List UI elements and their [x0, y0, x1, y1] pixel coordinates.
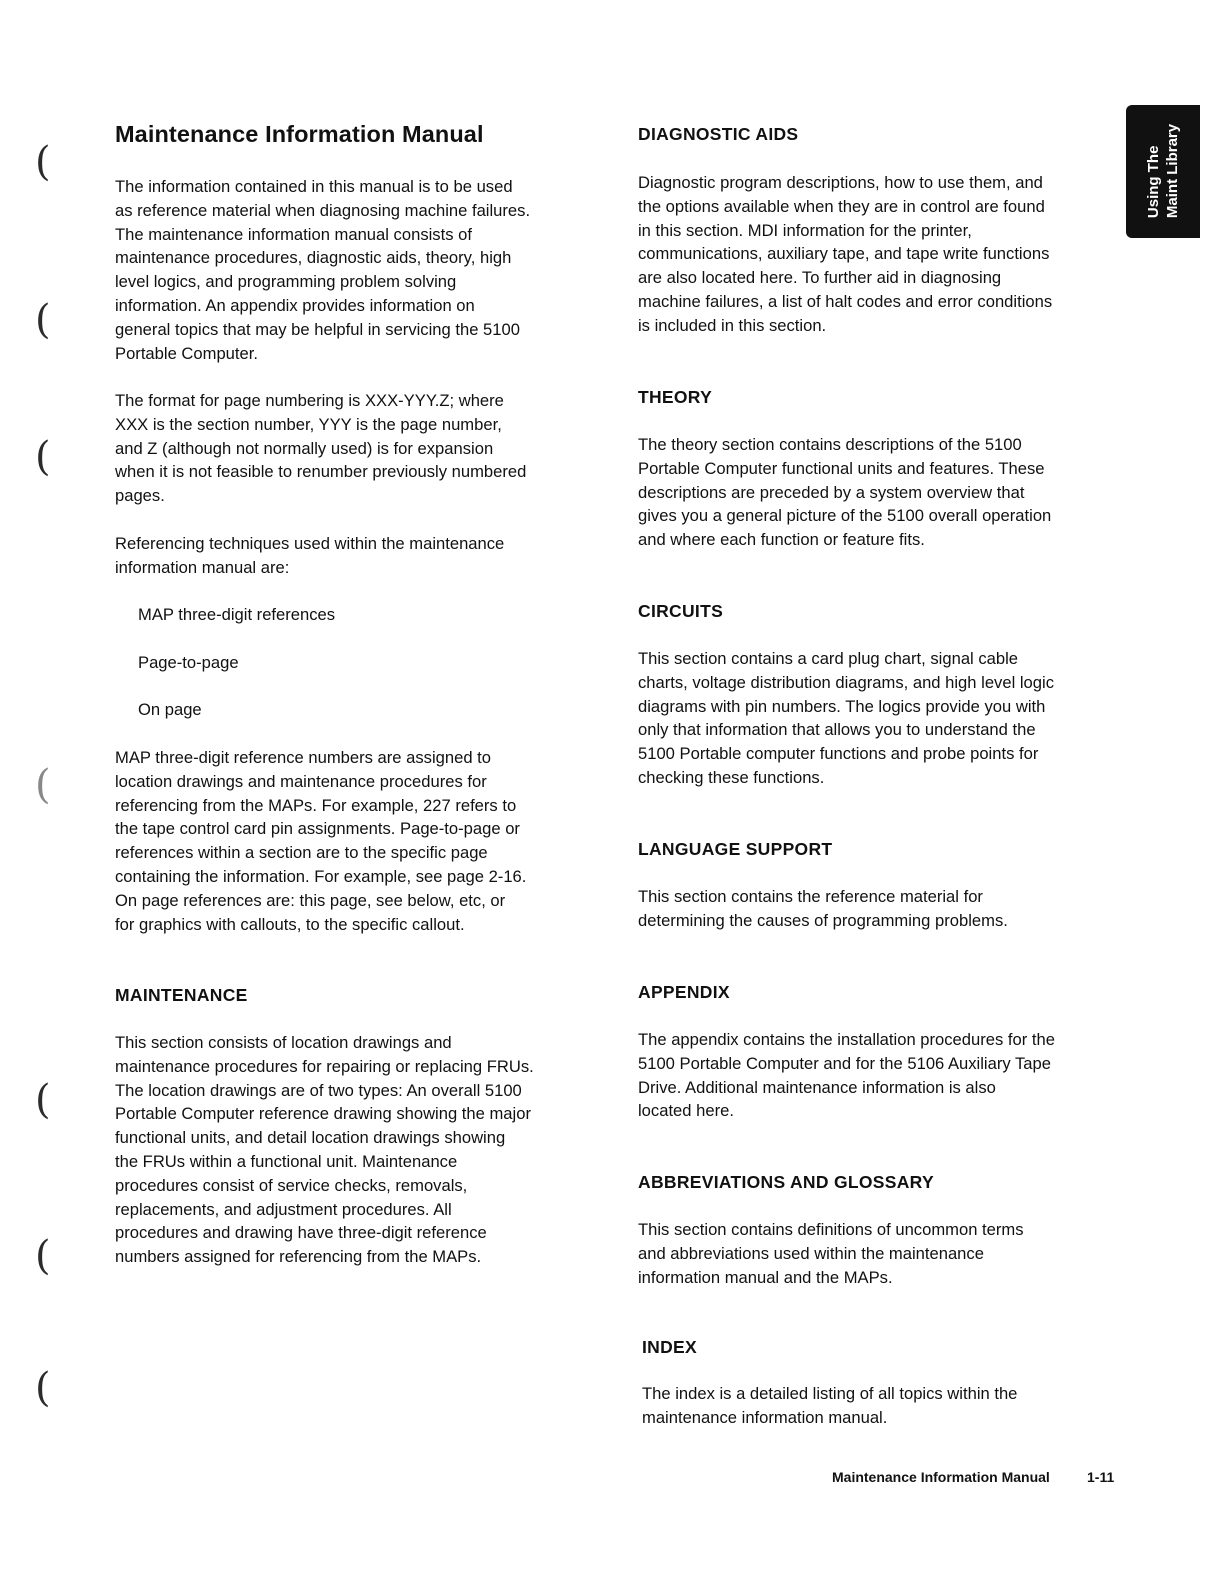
appendix-paragraph: The appendix contains the installation procedures for the 5100 Portable Computer and for the 5106 Auxiliary Tape Drive. Additional maintenance information is also located here.	[638, 1030, 1055, 1121]
binder-mark: (	[35, 297, 51, 343]
page-title: Maintenance Information Manual	[115, 121, 484, 147]
index-heading: INDEX	[642, 1337, 697, 1357]
abbreviations-heading: ABBREVIATIONS AND GLOSSARY	[638, 1172, 934, 1192]
diagnostic-aids-paragraph: Diagnostic program descriptions, how to use them, and the options available when they are in control are found in this section. MDI information for the printer, communications, auxiliary tape, and tape write functions are also located here. To further aid in diagnosing machine failures, a list of halt codes and error conditions is included in this section.	[638, 173, 1053, 335]
binder-mark: (	[35, 1077, 51, 1123]
intro-paragraph: The information contained in this manual is to be used as reference material when diagnosing machine failures. The maintenance information manual consists of maintenance procedures, diagnostic aids, theory, high level logics, and programming problem solving information. An appendix provides information on general topics that may be helpful in servicing the 5100 Portable Computer.	[115, 177, 531, 363]
diagnostic-aids-heading: DIAGNOSTIC AIDS	[638, 124, 799, 144]
binder-mark: (	[35, 1233, 51, 1279]
binder-mark: (	[35, 434, 51, 480]
technique-item: On page	[138, 700, 202, 719]
footer-page-number: 1-11	[1087, 1469, 1115, 1485]
map-references-paragraph: MAP three-digit reference numbers are assigned to location drawings and maintenance procedures for referencing from the MAPs. For example, 227 refers to the tape control card pin assignments. Page-to-page or references within a section are to the specific page containing the information. For example, see page 2-16. On page references are: this page, see below, etc, or for graphics with callouts, to the specific callout.	[115, 748, 527, 934]
binder-mark: (	[35, 1365, 51, 1411]
circuits-heading: CIRCUITS	[638, 601, 724, 621]
footer-title: Maintenance Information Manual	[832, 1469, 1050, 1485]
referencing-paragraph: Referencing techniques used within the maintenance information manual are:	[115, 534, 505, 577]
section-tab	[1126, 105, 1200, 238]
maintenance-heading: MAINTENANCE	[115, 985, 248, 1005]
index-paragraph: The index is a detailed listing of all topics within the maintenance information manual.	[642, 1384, 1018, 1427]
language-support-paragraph: This section contains the reference material for determining the causes of programming problems.	[638, 887, 1008, 930]
section-tab-line-2: Maint Library	[1164, 123, 1181, 219]
page-numbering-paragraph: The format for page numbering is XXX-YYY.Z; where XXX is the section number, YYY is the page number, and Z (although not normally used) is for expansion when it is not feasible to renumber previously numbered pages.	[115, 391, 527, 506]
section-tab-label	[1144, 124, 1182, 218]
abbreviations-paragraph: This section contains definitions of uncommon terms and abbreviations used within the maintenance information manual and the MAPs.	[638, 1220, 1024, 1287]
circuits-paragraph: This section contains a card plug chart, signal cable charts, voltage distribution diagrams, and high level logic diagrams with pin numbers. The logics provide you with only that information that allows you to understand the 5100 Portable computer functions and probe points for checking these functions.	[638, 649, 1054, 787]
technique-item: MAP three-digit references	[138, 605, 336, 624]
section-tab-line-1: Using The	[1145, 145, 1162, 219]
technique-item: Page-to-page	[138, 653, 239, 672]
theory-heading: THEORY	[638, 387, 713, 407]
appendix-heading: APPENDIX	[638, 982, 730, 1002]
maintenance-paragraph: This section consists of location drawings and maintenance procedures for repairing or replacing FRUs. The location drawings are of two types: An overall 5100 Portable Computer reference drawing showing the major functional units, and detail location drawings showing the FRUs within a functional unit. Maintenance procedures consist of service checks, removals, replacements, and adjustment procedures. All procedures and drawing have three-digit reference numbers assigned for referencing from the MAPs.	[115, 1033, 534, 1267]
binder-mark: (	[35, 762, 51, 808]
binder-mark: (	[35, 139, 51, 185]
language-support-heading: LANGUAGE SUPPORT	[638, 839, 833, 859]
theory-paragraph: The theory section contains descriptions of the 5100 Portable Computer functional units and features. These descriptions are preceded by a system overview that gives you a general picture of the 5100 overall operation and where each function or feature fits.	[638, 435, 1052, 550]
